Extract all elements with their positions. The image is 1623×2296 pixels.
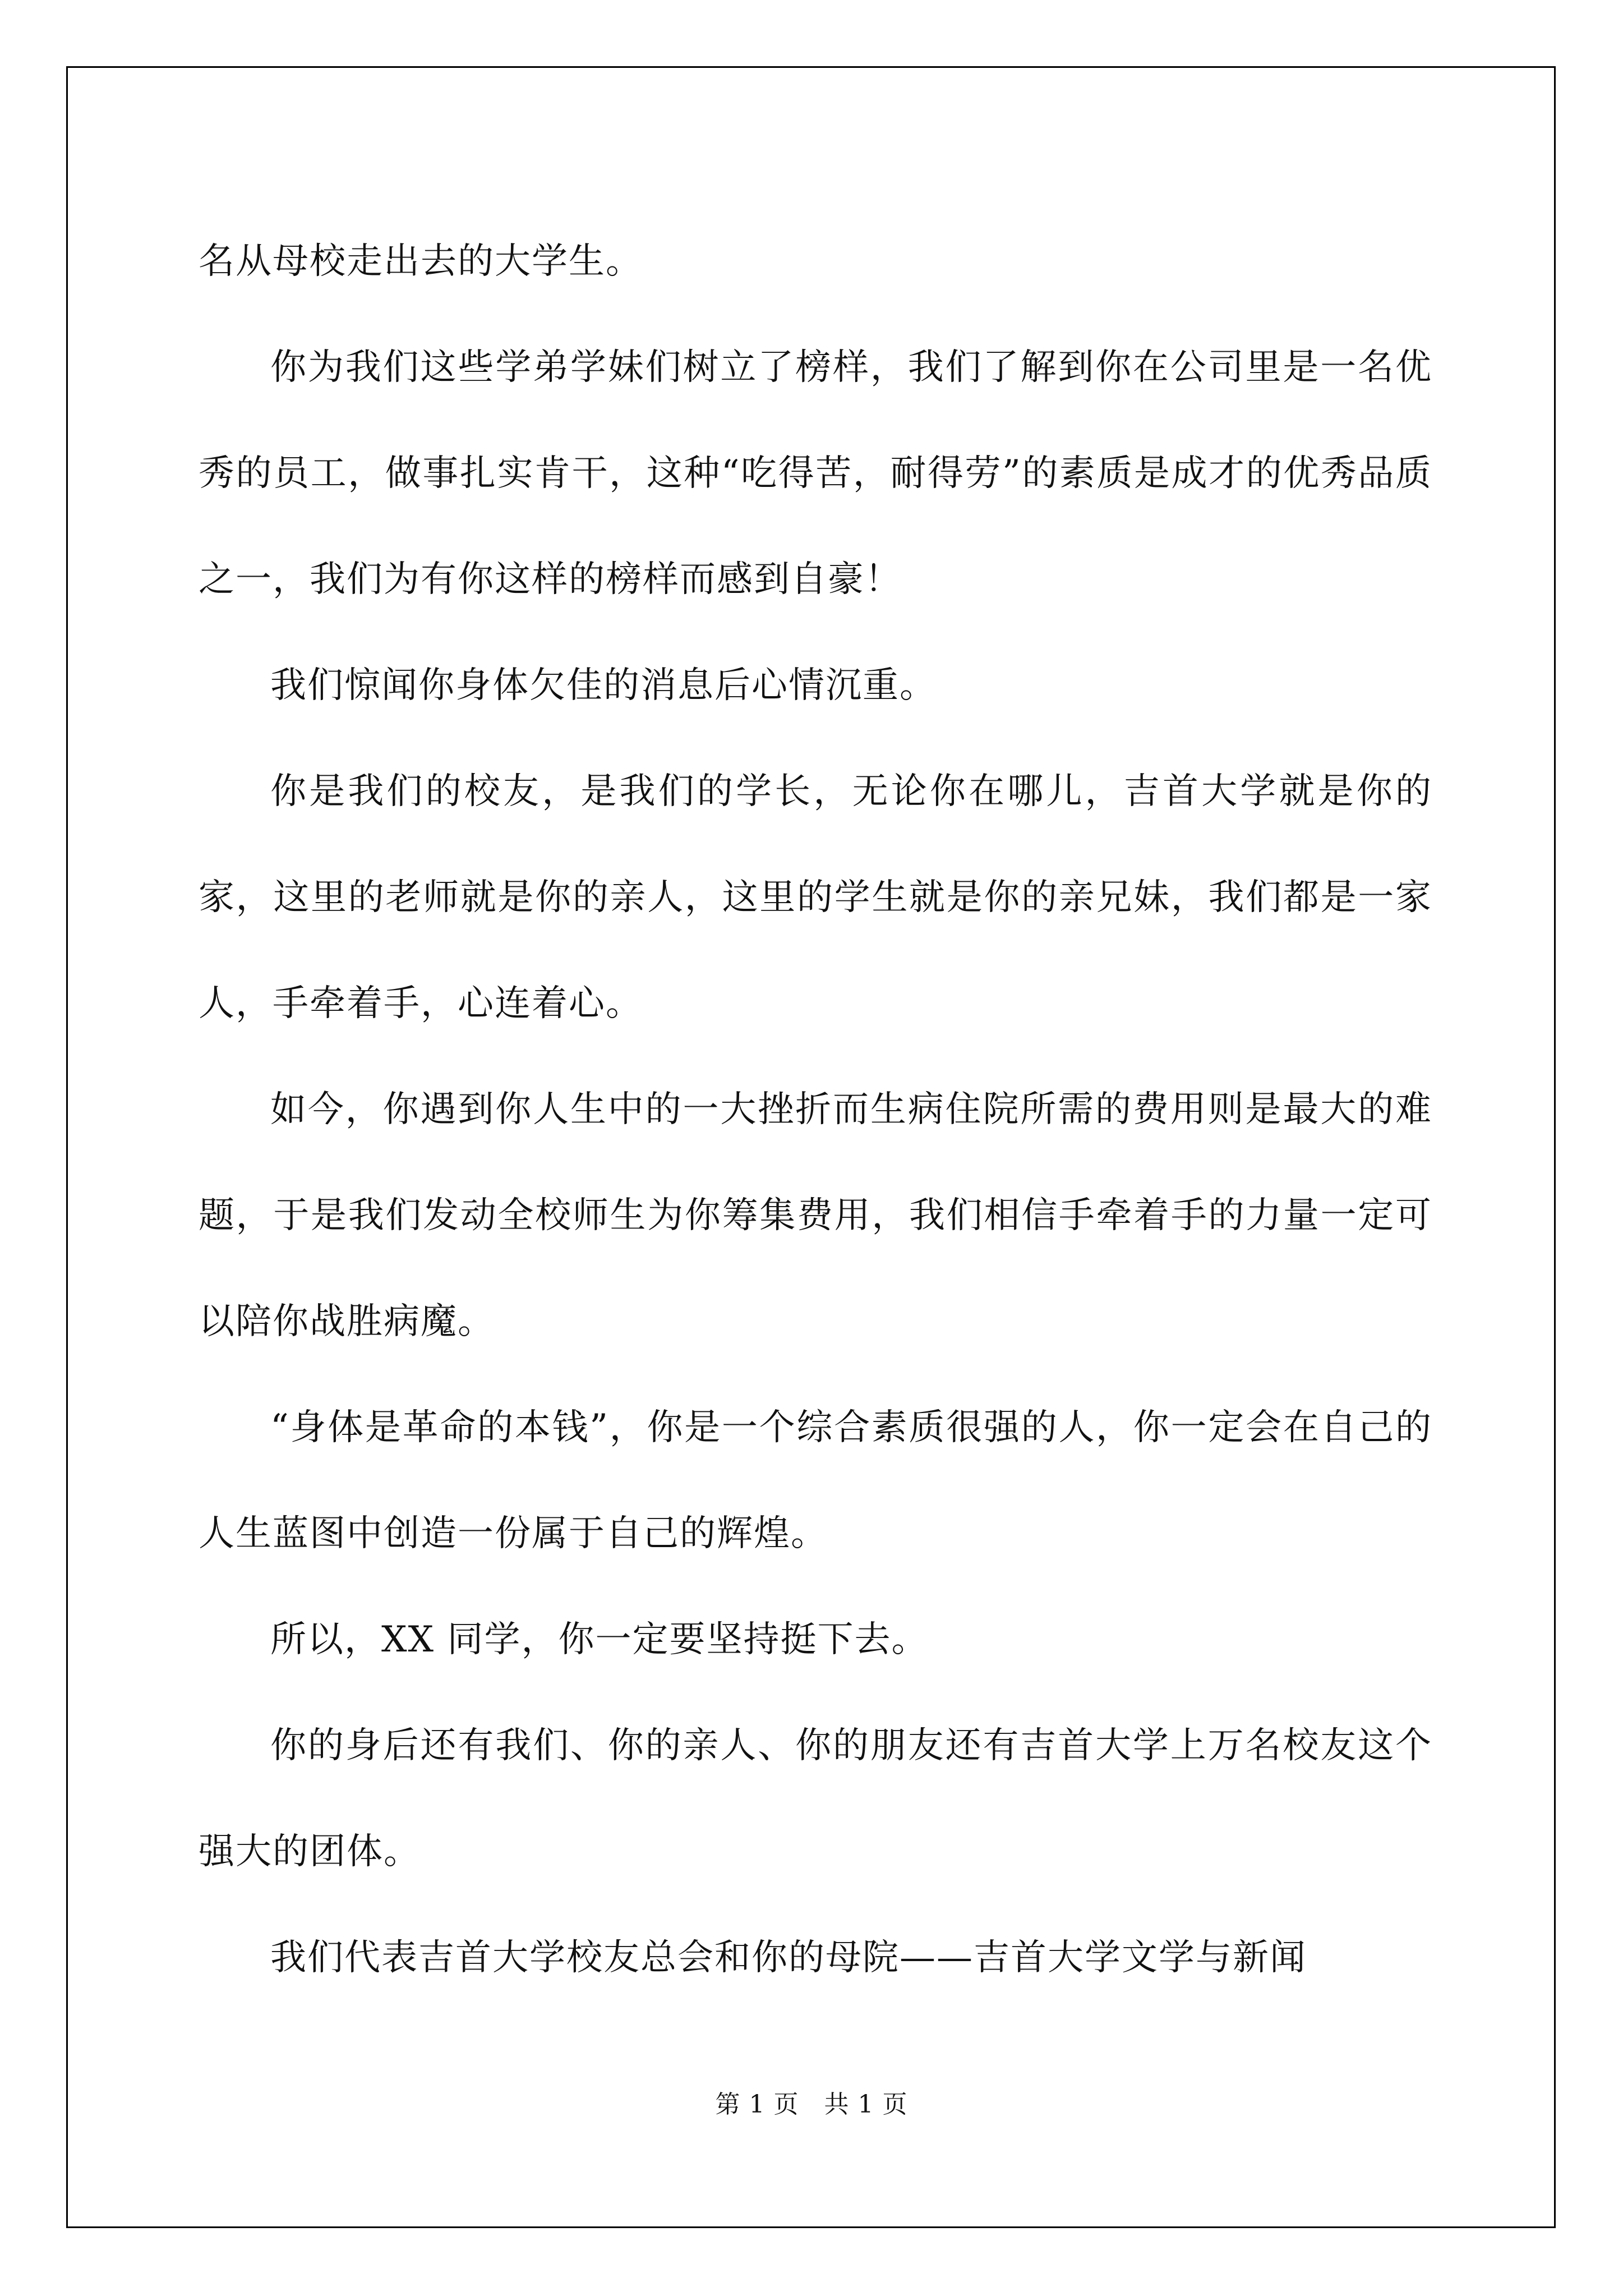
paragraph: “身体是革命的本钱”，你是一个综合素质很强的人，你一定会在自己的人生蓝图中创造一份属于自己的辉煌。 (199, 1407, 1432, 1554)
paragraph: 所以，XX 同学，你一定要坚持挺下去。 (270, 1619, 929, 1660)
paragraph: 名从母校走出去的大学生。 (199, 241, 643, 282)
paragraph: 你的身后还有我们、你的亲人、你的朋友还有吉首大学上万名校友这个强大的团体。 (199, 1725, 1432, 1872)
paragraph: 我们代表吉首大学校友总会和你的母院——吉首大学文学与新闻 (270, 1937, 1307, 1978)
document-body (199, 209, 1432, 2011)
paragraph: 如今，你遇到你人生中的一大挫折而生病住院所需的费用则是最大的难题，于是我们发动全校师生为你筹集费用，我们相信手牵着手的力量一定可以陪你战胜病魔。 (199, 1089, 1432, 1342)
paragraph: 我们惊闻你身体欠佳的消息后心情沉重。 (270, 665, 937, 706)
paragraph: 你为我们这些学弟学妹们树立了榜样，我们了解到你在公司里是一名优秀的员工，做事扎实肯干，这种“吃得苦，耐得劳”的素质是成才的优秀品质之一，我们为有你这样的榜样而感到自豪！ (199, 347, 1432, 600)
page-number-footer: 第 1 页 共 1 页 (715, 2090, 908, 2119)
paragraph: 你是我们的校友，是我们的学长，无论你在哪儿，吉首大学就是你的家，这里的老师就是你的亲人，这里的学生就是你的亲兄妹，我们都是一家人，手牵着手，心连着心。 (199, 771, 1432, 1024)
